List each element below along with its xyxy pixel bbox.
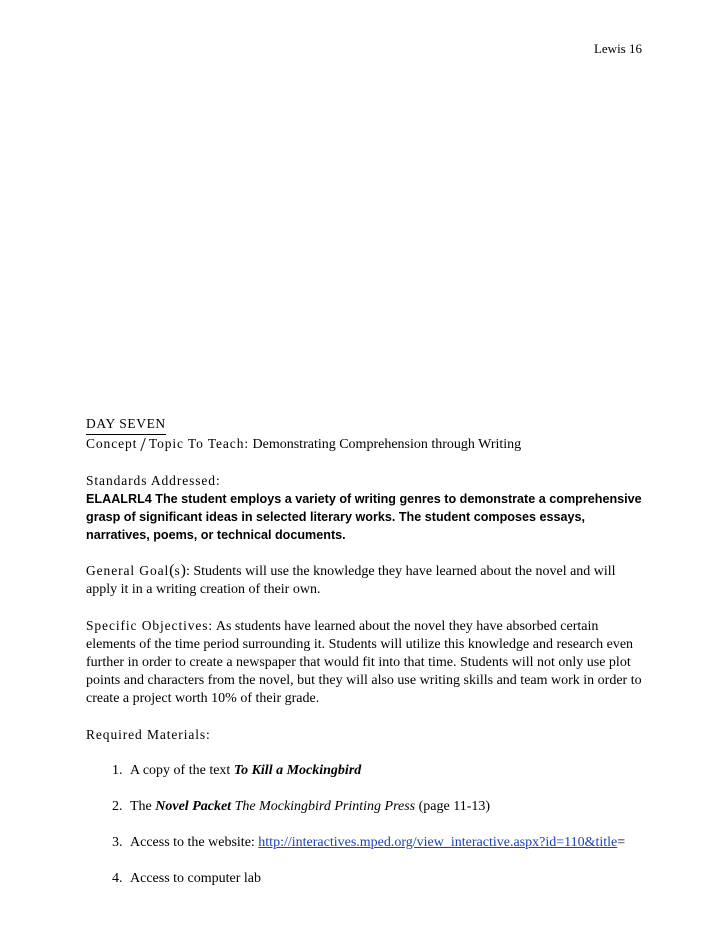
specific-objectives-text: As students have learned about the novel they have absorbed certain elements of the time period surrounding it. Students will utilize this knowledge and research even further in order to create a newspaper that would fit into that time. Students will not only use plot points and characters from the novel, but they will also use writing skills and team work in order to create a project worth 10% of their grade. <box>86 619 642 706</box>
general-goal-label: General Goal <box>86 563 170 578</box>
list-item <box>126 798 646 816</box>
general-goal-colon: : <box>185 564 190 579</box>
material-1-text: A copy of the text <box>130 763 234 778</box>
material-3-tail: = <box>617 835 626 850</box>
general-goal-text: Students will use the knowledge they have learned about the novel and will apply it in a writing creation of their own. <box>86 564 616 597</box>
topic-label: Topic To Teach: <box>148 436 250 451</box>
lesson-plan <box>86 415 646 906</box>
material-2-bold: Novel Packet <box>155 799 232 814</box>
material-2-pages: (page 11-13) <box>415 799 491 814</box>
material-4-text: Access to computer lab <box>130 871 262 886</box>
standards-label: Standards Addressed: <box>86 473 221 488</box>
standards-text: ELAALRL4 The student employs a variety of writing genres to demonstrate a comprehensive grasp of significant ideas in selected literary works. The student composes essays, narratives, poems, or technical documents. <box>86 492 642 542</box>
materials-label: Required Materials: <box>86 727 211 742</box>
specific-objectives <box>86 617 646 708</box>
day-title: DAY SEVEN <box>86 415 166 435</box>
materials-list <box>86 762 646 888</box>
list-item <box>126 762 646 780</box>
general-goal-paren-close: ) <box>180 562 186 579</box>
material-3-text: Access to the website: <box>130 835 259 850</box>
general-goal-label-s: s <box>174 563 181 578</box>
website-link[interactable]: http://interactives.mped.org/view_interactive.aspx?id=110&title <box>258 835 618 850</box>
general-goal <box>86 562 646 599</box>
material-2-text: The <box>130 799 156 814</box>
general-goal-paren-open: ( <box>169 562 175 579</box>
material-2-italic: The Mockingbird Printing Press <box>231 799 416 814</box>
list-item <box>126 870 646 888</box>
day-heading-row <box>86 415 646 435</box>
list-item <box>126 834 646 852</box>
concept-slash: / <box>140 434 146 456</box>
concept-label: Concept <box>86 436 138 451</box>
page-number: Lewis 16 <box>593 41 642 56</box>
material-1-title: To Kill a Mockingbird <box>233 763 362 778</box>
specific-objectives-label: Specific Objectives: <box>86 618 214 633</box>
concept-row <box>86 435 646 454</box>
concept-value: Demonstrating Comprehension through Writing <box>252 437 522 452</box>
